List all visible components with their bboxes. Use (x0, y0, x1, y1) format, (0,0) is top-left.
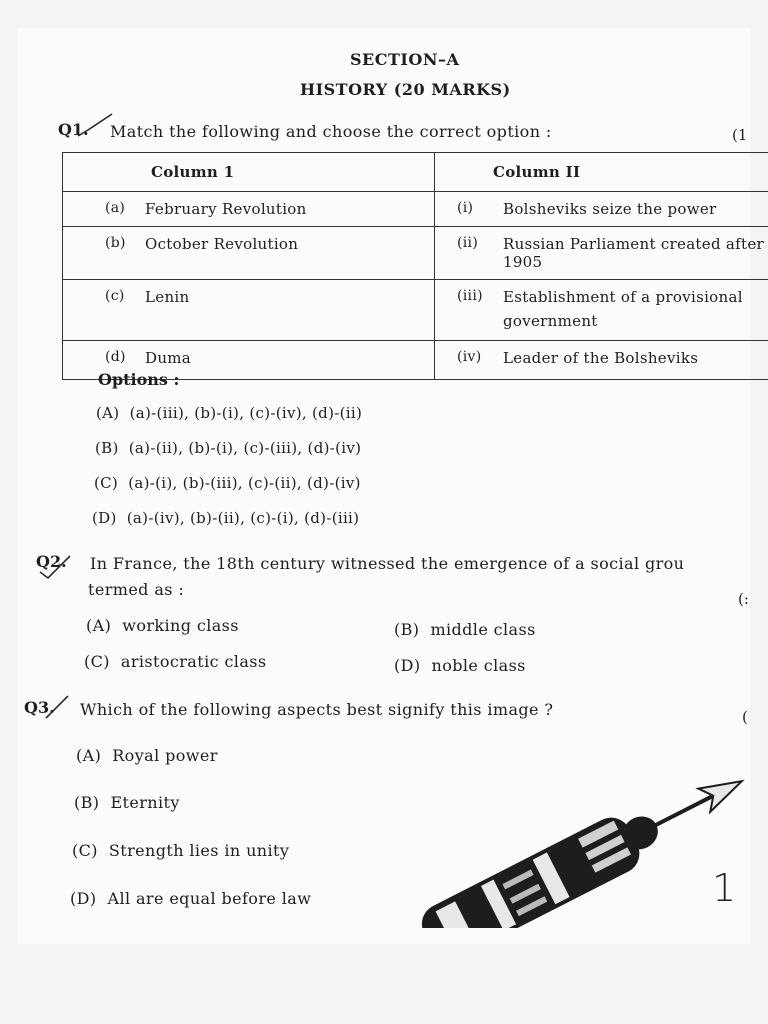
row-match: Russian Parliament created after 1905 (503, 235, 764, 271)
section-title: SECTION–A (350, 50, 460, 69)
row-num: (i) (457, 200, 474, 216)
row-item: February Revolution (145, 200, 307, 218)
q3-option-b[interactable] (74, 793, 180, 812)
q2-option-d[interactable] (394, 656, 526, 675)
options-label: Options : (98, 370, 180, 389)
option-key: (C) (94, 474, 119, 492)
q3-option-c[interactable] (72, 841, 289, 860)
option-key: (D) (70, 889, 97, 908)
option-text: (a)-(i), (b)-(iii), (c)-(ii), (d)-(iv) (128, 474, 361, 492)
option-text: Royal power (112, 746, 218, 765)
row-num: (iii) (457, 288, 483, 304)
row-num: (iv) (457, 349, 482, 365)
q2-option-a[interactable] (86, 616, 239, 635)
section-subtitle: HISTORY (20 MARKS) (300, 80, 511, 99)
row-match-continued: government (503, 312, 598, 330)
row-match: Establishment of a provisional (503, 288, 743, 306)
row-match: Bolsheviks seize the power (503, 200, 717, 218)
bundle-of-rods-with-axe-icon (376, 748, 748, 928)
q2-text-line2: termed as : (88, 580, 185, 599)
row-match: Leader of the Bolsheviks (503, 349, 699, 367)
option-key: (B) (74, 793, 100, 812)
option-key: (D) (92, 509, 117, 527)
row-item: Duma (145, 349, 192, 367)
option-text: middle class (430, 620, 536, 639)
q1-option-d[interactable] (92, 509, 359, 527)
table-row (63, 280, 768, 341)
q1-option-b[interactable] (95, 439, 361, 457)
q2-text-line1: In France, the 18th century witnessed the emergence of a social grou (90, 554, 685, 573)
option-key: (B) (394, 620, 420, 639)
option-text: working class (122, 616, 239, 635)
q3-marks: ( (742, 708, 748, 726)
q3-number: Q3. (24, 698, 55, 717)
row-item: October Revolution (145, 235, 299, 253)
option-text: All are equal before law (107, 889, 312, 908)
option-text: (a)-(ii), (b)-(i), (c)-(iii), (d)-(iv) (128, 439, 362, 457)
column-1-header: Column 1 (63, 153, 435, 192)
option-text: Eternity (110, 793, 180, 812)
table-row (63, 227, 768, 280)
q1-option-c[interactable] (94, 474, 361, 492)
q3-text: Which of the following aspects best signify this image ? (80, 700, 554, 719)
row-key: (b) (105, 235, 126, 251)
checkmark-icon (36, 548, 76, 582)
row-key: (a) (105, 200, 126, 216)
row-key: (c) (105, 288, 125, 304)
option-key: (A) (76, 746, 102, 765)
table-header-row (63, 153, 768, 192)
checkmark-icon (44, 694, 74, 724)
q3-option-d[interactable] (70, 889, 311, 908)
q2-option-b[interactable] (394, 620, 536, 639)
match-table (62, 152, 768, 380)
option-text: Strength lies in unity (108, 841, 290, 860)
row-num: (ii) (457, 235, 479, 251)
q2-option-c[interactable] (84, 652, 266, 671)
option-text: aristocratic class (120, 652, 267, 671)
table-row (63, 192, 768, 227)
q1-option-a[interactable] (96, 404, 362, 422)
option-key: (C) (72, 841, 98, 860)
option-text: (a)-(iii), (b)-(i), (c)-(iv), (d)-(ii) (129, 404, 363, 422)
option-key: (C) (84, 652, 110, 671)
option-key: (A) (86, 616, 112, 635)
option-text: (a)-(iv), (b)-(ii), (c)-(i), (d)-(iii) (126, 509, 360, 527)
option-key: (D) (394, 656, 421, 675)
row-item: Lenin (145, 288, 190, 306)
q1-marks: (1 (732, 126, 748, 144)
q2-marks: (: (738, 590, 749, 608)
column-2-header: Column II (435, 153, 768, 192)
option-key: (B) (95, 439, 119, 457)
option-key: (A) (96, 404, 120, 422)
option-text: noble class (431, 656, 526, 675)
q1-number: Q1. (58, 120, 89, 139)
q2-number: Q2. (36, 552, 67, 571)
handwritten-score: 1 (712, 866, 737, 910)
q1-text: Match the following and choose the correct option : (110, 122, 552, 141)
row-key: (d) (105, 349, 126, 365)
q3-option-a[interactable] (76, 746, 218, 765)
